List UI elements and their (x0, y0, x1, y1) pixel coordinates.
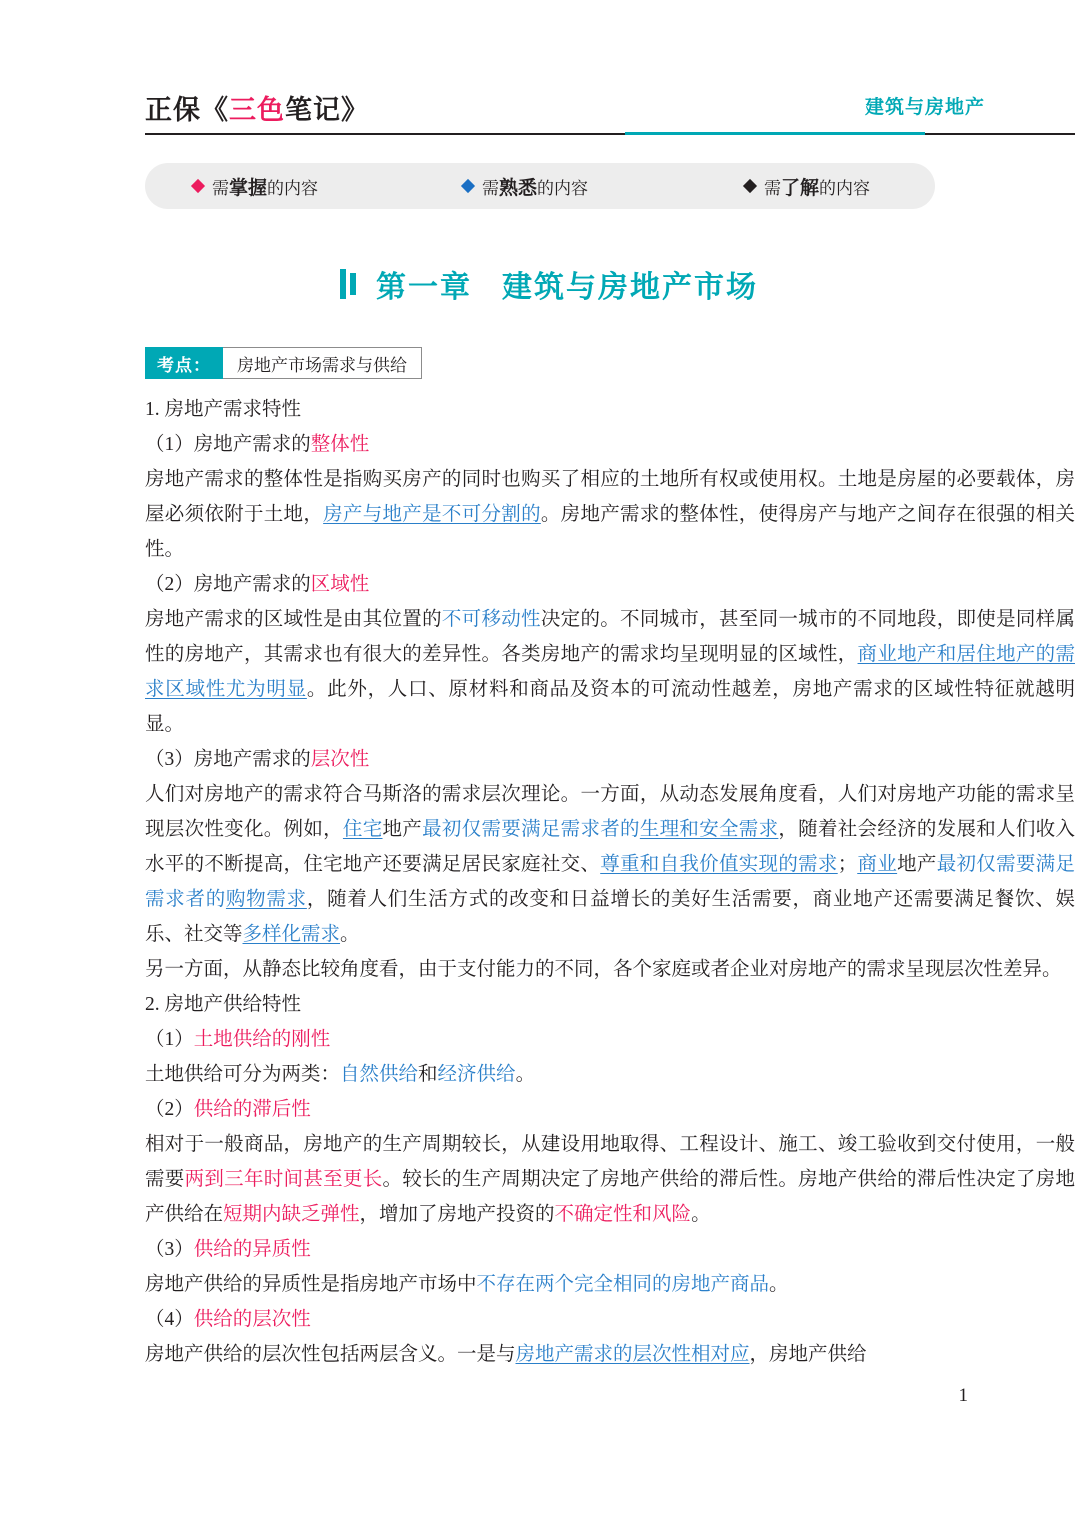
paragraph-2-2 (145, 1127, 1075, 1232)
header-divider-accent (625, 132, 925, 135)
legend-item-master (193, 163, 318, 209)
legend-keyword: 掌握 (229, 177, 268, 199)
text-run: 地产 (382, 819, 423, 840)
subheading-keyword: 供给的滞后性 (193, 1099, 311, 1120)
subheading-prefix: （2） (145, 1099, 194, 1120)
subheading-1-1 (145, 427, 1075, 462)
text-run: 房地产供给的异质性是指房地产市场中 (145, 1274, 477, 1295)
diamond-icon (461, 179, 475, 193)
subheading-prefix: （3） (145, 1239, 194, 1260)
subheading-2-4 (145, 1302, 1075, 1337)
logo-prefix: 正保《 (145, 95, 229, 125)
highlight-blue: 生理和安全需求 (639, 819, 779, 840)
page-number: 1 (958, 1385, 968, 1406)
highlight-blue: 房地产需求的层次性相对应 (515, 1344, 750, 1365)
brand-logo (145, 88, 369, 127)
highlight-blue: 尊重和自我价值实现的需求 (600, 854, 838, 875)
text-run: 。 (769, 1274, 789, 1295)
text-run: ，随着社会经济的发展和人们收入水平的不断提高，住宅地产还要满足居民家庭社交、 (145, 819, 1075, 875)
paragraph-2-1 (145, 1057, 1075, 1092)
header-divider (145, 133, 1075, 135)
paragraph-1-3 (145, 777, 1075, 952)
highlight-pink: 不确定性和风险 (554, 1204, 692, 1225)
subheading-keyword: 土地供给的刚性 (193, 1029, 331, 1050)
highlight-blue: 购物需求 (225, 889, 307, 910)
page-header (145, 88, 1075, 138)
logo-accent: 三色 (229, 95, 285, 125)
highlight-blue: 不存在两个完全相同的房地产商品 (476, 1274, 770, 1295)
legend-suffix: 的内容 (819, 178, 871, 198)
subheading-keyword: 供给的异质性 (193, 1239, 311, 1260)
exam-point-block (145, 347, 422, 379)
highlight-blue: 自然供给 (340, 1064, 419, 1085)
chapter-text (376, 262, 758, 306)
legend-keyword: 熟悉 (499, 177, 538, 199)
highlight-blue: 不可移动性 (441, 609, 541, 630)
paragraph-1-4: 另一方面，从静态比较角度看，由于支付能力的不同，各个家庭或者企业对房地产的需求呈现层次性差异。 (145, 959, 1062, 980)
subheading-1-3 (145, 742, 1075, 777)
subheading-1-2 (145, 567, 1075, 602)
text-run: 房地产供给的层次性包括两层含义。一是与 (145, 1344, 516, 1365)
header-subject-wrap (655, 92, 1075, 119)
legend-suffix: 的内容 (537, 178, 589, 198)
text-run: 人们对房地产的需求符合马斯洛的需求层次理论。一方面，从动态发展角度看，人们对房地产功能的需求呈现层次性变化。例如， (145, 784, 1075, 840)
subheading-2-1 (145, 1022, 1075, 1057)
subheading-keyword: 区域性 (310, 574, 370, 595)
document-body (145, 392, 1075, 1372)
text-run: 决定的。不同城市，甚至同一城市的不同地段，即使是同样属性的房地产，其需求也有很大的差异性。各类房地产的需求均呈现明显的区域性， (145, 609, 1075, 665)
exam-point-tag: 考点： (145, 347, 223, 379)
highlight-blue: 最初仅需要满足需求者的 (422, 819, 640, 840)
highlight-blue: 最初仅需要满足需求者的 (145, 854, 1075, 910)
text-run: 。此外，人口、原材料和商品及资本的可流动性越差，房地产需求的区域性特征就越明显。 (145, 679, 1075, 735)
legend-prefix: 需 (482, 178, 499, 198)
legend-prefix: 需 (212, 178, 229, 198)
text-run: 。 (691, 1204, 711, 1225)
highlight-blue: 多样化需求 (242, 924, 341, 945)
subheading-prefix: （2）房地产需求的 (145, 574, 311, 595)
highlight-pink: 短期内缺乏弹性 (223, 1204, 360, 1225)
legend-prefix: 需 (764, 178, 781, 198)
exam-point-title: 房地产市场需求与供给 (223, 347, 422, 379)
text-run: ； (837, 854, 858, 875)
legend-bar (145, 163, 935, 209)
text-run: 。 (340, 924, 360, 945)
highlight-blue: 商业 (857, 854, 898, 875)
chapter-heading (340, 262, 758, 306)
text-run: 。房地产需求的整体性，使得房产与地产之间存在很强的相关性。 (145, 504, 1075, 560)
highlight-blue: 住宅 (342, 819, 383, 840)
text-run: 房地产需求的区域性是由其位置的 (145, 609, 442, 630)
paragraph-2-3 (145, 1267, 1075, 1302)
chapter-bars-icon (340, 269, 360, 299)
subheading-2-2 (145, 1092, 1075, 1127)
legend-item-understand (745, 163, 870, 209)
subheading-prefix: （3）房地产需求的 (145, 749, 311, 770)
chapter-number: 第一章 (376, 271, 472, 304)
heading-supply: 2. 房地产供给特性 (145, 994, 302, 1015)
highlight-blue: 房产与地产是不可分割的 (323, 504, 541, 525)
subheading-prefix: （4） (145, 1309, 194, 1330)
heading-demand: 1. 房地产需求特性 (145, 399, 302, 420)
text-run: 地产 (897, 854, 937, 875)
subheading-2-3 (145, 1232, 1075, 1267)
subheading-prefix: （1） (145, 1029, 194, 1050)
legend-keyword: 了解 (781, 177, 820, 199)
text-run: 土地供给可分为两类： (145, 1064, 341, 1085)
logo-suffix: 笔记》 (285, 95, 369, 125)
subheading-keyword: 层次性 (310, 749, 370, 770)
subheading-keyword: 供给的层次性 (193, 1309, 311, 1330)
text-run: ，房地产供给 (749, 1344, 867, 1365)
highlight-blue: 经济供给 (437, 1064, 516, 1085)
subheading-keyword: 整体性 (310, 434, 370, 455)
subject-title: 建筑与房地产 (864, 97, 985, 118)
diamond-icon (743, 179, 757, 193)
text-run: ，增加了房地产投资的 (359, 1204, 555, 1225)
paragraph-1-1 (145, 462, 1075, 567)
text-run: 。 (515, 1064, 536, 1085)
legend-suffix: 的内容 (267, 178, 319, 198)
subheading-prefix: （1）房地产需求的 (145, 434, 311, 455)
text-run: 。较长的生产周期决定了房地产供给的滞后性。房地产供给的滞后性决定了房地产供给在 (145, 1169, 1075, 1225)
text-run: ，随着人们生活方式的改变和日益增长的美好生活需要，商业地产还需要满足餐饮、娱乐、社交等 (145, 889, 1075, 945)
highlight-pink: 两到三年时间甚至更长 (184, 1169, 383, 1190)
text-run: 房地产需求的整体性是指购买房产的同时也购买了相应的土地所有权或使用权。土地是房屋的必要载体，房屋必须依附于土地， (145, 469, 1075, 525)
paragraph-1-2 (145, 602, 1075, 742)
text-run: 和 (418, 1064, 438, 1085)
text-run: 相对于一般商品，房地产的生产周期较长，从建设用地取得、工程设计、施工、竣工验收到交付使用，一般需要 (145, 1134, 1075, 1190)
paragraph-2-4 (145, 1337, 1075, 1372)
chapter-title: 建筑与房地产市场 (502, 271, 758, 304)
diamond-icon (191, 179, 205, 193)
legend-item-familiar (463, 163, 588, 209)
highlight-blue: 商业地产和居住地产的需求区域性尤为明显 (145, 644, 1075, 700)
